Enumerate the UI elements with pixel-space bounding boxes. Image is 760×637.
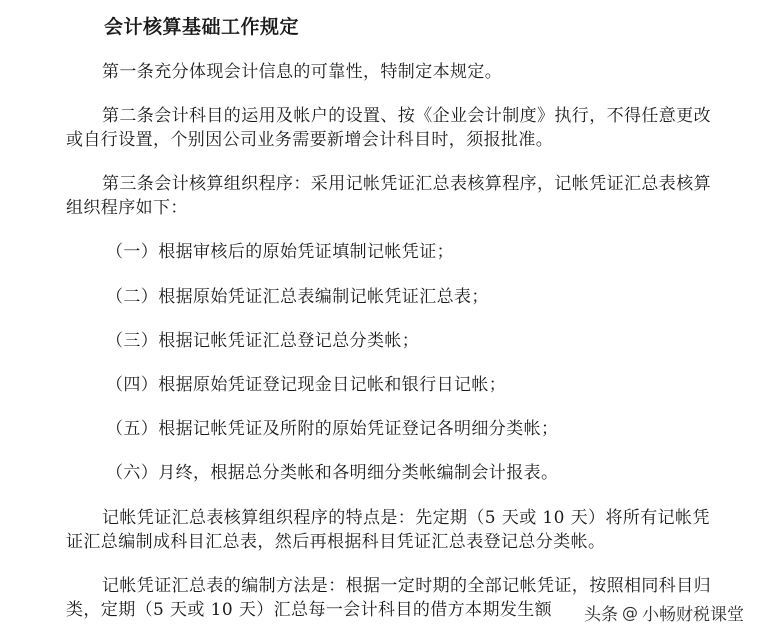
procedure-step-6: （六）月终，根据总分类帐和各明细分类帐编制会计报表。 [106, 463, 559, 483]
paragraph-article-3: 第三条会计核算组织程序：采用记帐凭证汇总表核算程序，记帐凭证汇总表核算组织程序如下： [66, 174, 711, 218]
paragraph-compilation-method: 记帐凭证汇总表的编制方法是：根据一定时期的全部记帐凭证，按照相同科目归类，定期（5 天或 10 天）汇总每一会计科目的借方本期发生额 [66, 576, 711, 620]
procedure-step-4: （四）根据原始凭证登记现金日记帐和银行日记帐； [106, 375, 507, 395]
document-title: 会计核算基础工作规定 [104, 16, 300, 38]
procedure-step-1: （一）根据审核后的原始凭证填制记帐凭证； [106, 242, 454, 262]
paragraph-article-1: 第一条充分体现会计信息的可靠性，特制定本规定。 [102, 62, 503, 82]
procedure-step-3: （三）根据记帐凭证汇总登记总分类帐； [106, 331, 420, 351]
procedure-step-2: （二）根据原始凭证汇总表编制记帐凭证汇总表； [106, 287, 489, 307]
watermark-author: 小畅财税课堂 [642, 605, 744, 625]
paragraph-article-2: 第二条会计科目的运用及帐户的设置、按《企业会计制度》执行，不得任意更改或自行设置，个别因公司业务需要新增会计科目时，须报批准。 [66, 106, 711, 150]
paragraph-characteristics: 记帐凭证汇总表核算组织程序的特点是：先定期（5 天或 10 天）将所有记帐凭证汇总编制成科目汇总表，然后再根据科目凭证汇总表登记总分类帐。 [66, 508, 710, 552]
watermark-prefix: 头条 [584, 605, 618, 625]
procedure-step-5: （五）根据记帐凭证及所附的原始凭证登记各明细分类帐； [106, 419, 559, 439]
watermark-at: @ [622, 603, 638, 622]
watermark [580, 598, 748, 627]
